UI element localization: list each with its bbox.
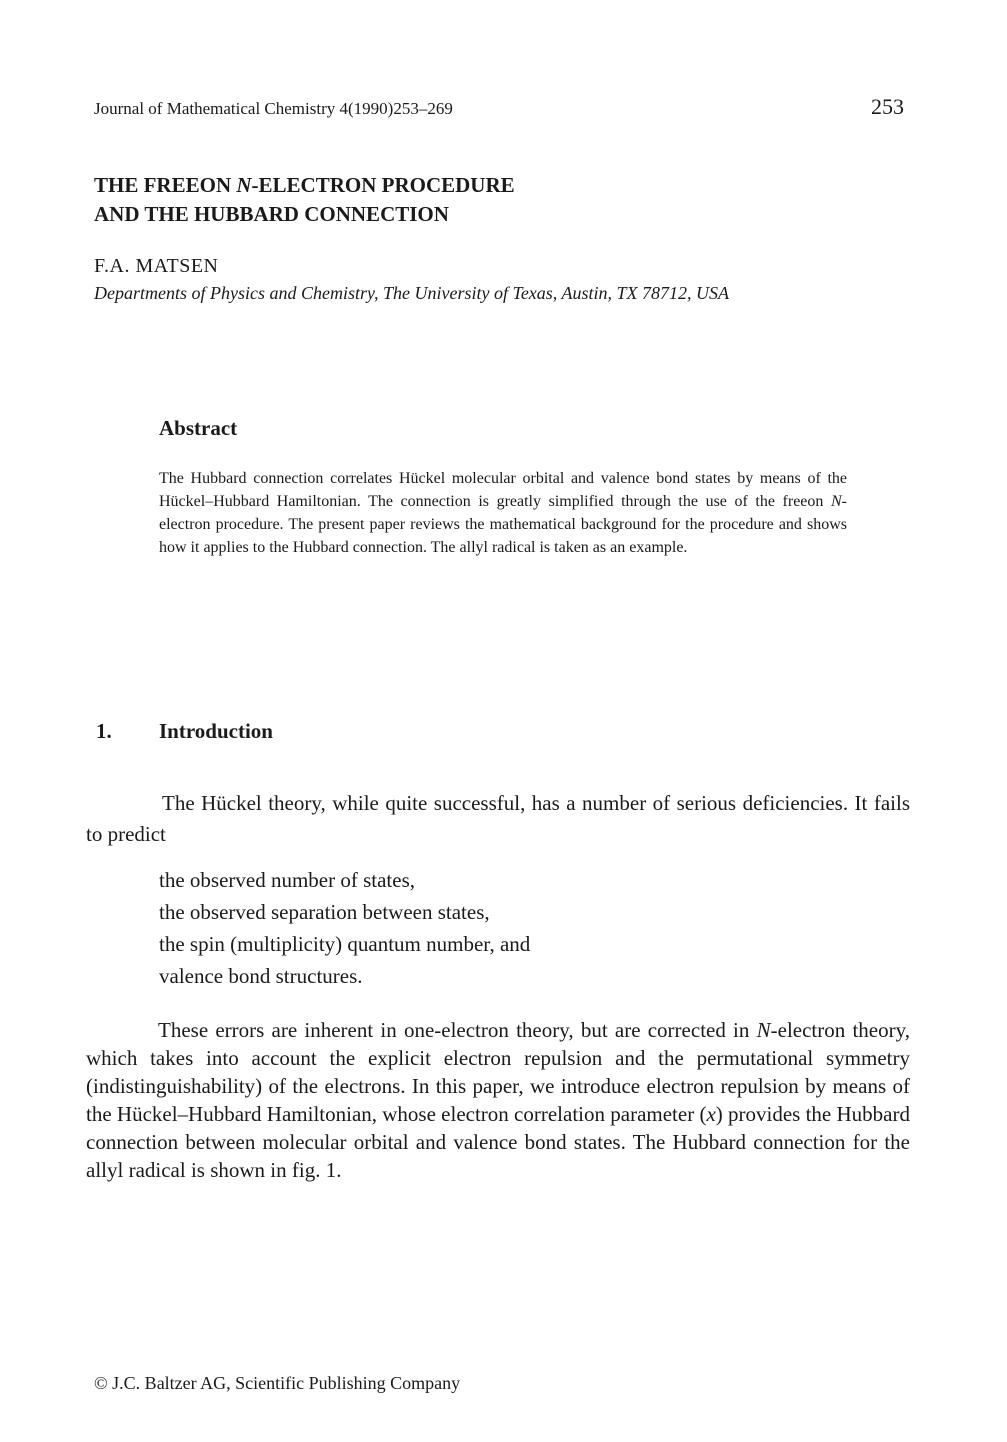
page-number: 253	[871, 94, 904, 119]
list-item: valence bond structures.	[159, 964, 363, 988]
list-item: the observed separation between states,	[159, 900, 490, 924]
abstract-body: The Hubbard connection correlates Hückel molecular orbital and valence bond states by means of the Hückel–Hubbard Hamiltonian. The connection is greatly simplified through the use of the freeon N-electron procedure. The present paper reviews the mathematical background for the procedure and shows how it applies to the Hubbard connection. The allyl radical is taken as an example.	[159, 470, 847, 556]
author-affiliation: Departments of Physics and Chemistry, The University of Texas, Austin, TX 78712, USA	[94, 283, 729, 303]
section-title: Introduction	[159, 719, 273, 743]
paper-title	[94, 171, 515, 229]
deficiency-list	[159, 864, 530, 992]
intro-paragraph-2: These errors are inherent in one-electron theory, but are corrected in N-electron theory, which takes into account the explicit electron repulsion and the permutational symmetry (indistinguishability) of the electrons. In this paper, we introduce electron repulsion by means of the Hückel–Hubbard Hamiltonian, whose electron correlation parameter (x) provides the Hubbard connection between molecular orbital and valence bond states. The Hubbard connection for the allyl radical is shown in fig. 1.	[86, 1018, 910, 1182]
intro-paragraph-1: The Hückel theory, while quite successful, has a number of serious deficiencies. It fails to predict	[86, 791, 910, 846]
title-line-1: THE FREEON N-ELECTRON PROCEDURE	[94, 173, 515, 197]
section-number: 1.	[96, 719, 112, 743]
abstract-heading: Abstract	[159, 416, 238, 440]
list-item: the spin (multiplicity) quantum number, and	[159, 932, 531, 956]
journal-citation: Journal of Mathematical Chemistry 4(1990)253–269	[94, 99, 453, 118]
author-name: F.A. MATSEN	[94, 255, 219, 277]
list-item: the observed number of states,	[159, 868, 416, 892]
title-line-2: AND THE HUBBARD CONNECTION	[94, 202, 449, 226]
copyright-footer: © J.C. Baltzer AG, Scientific Publishing Company	[94, 1373, 461, 1393]
